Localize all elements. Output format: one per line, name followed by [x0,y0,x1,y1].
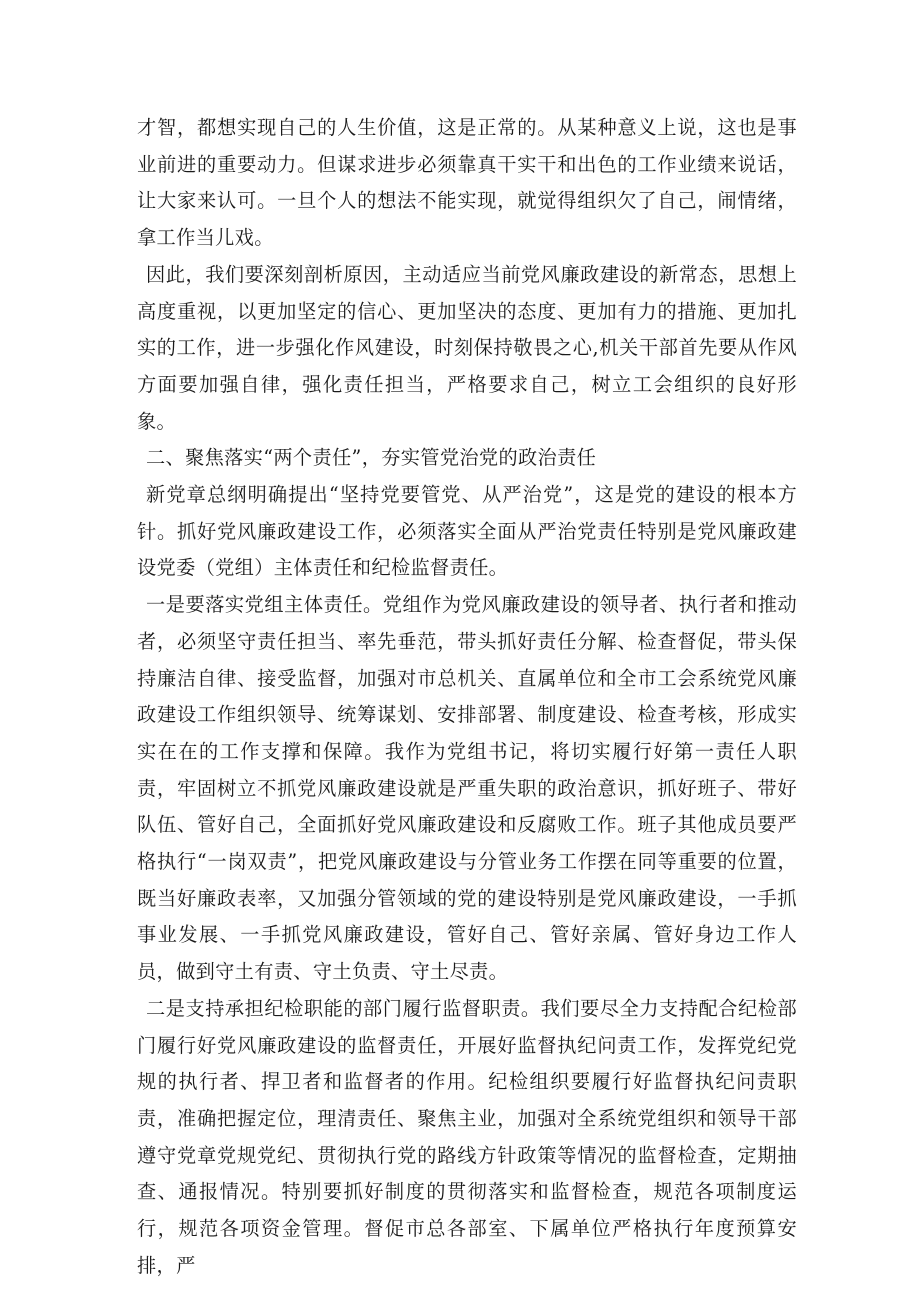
paragraph-analysis: 因此，我们要深刻剖析原因，主动适应当前党风廉政建设的新常态，思想上高度重视，以更加坚定的信心、更加坚决的态度、更加有力的措施、更加扎实的工作，进一步强化作风建设，时刻保持敬畏之心,机关干部首先要从作风方面要加强自律，强化责任担当，严格要求自己，树立工会组织的良好形象。 [137,262,797,433]
document-body [137,110,797,1285]
paragraph-main-responsibility: 一是要落实党组主体责任。党组作为党风廉政建设的领导者、执行者和推动者，必须坚守责任担当、率先垂范，带头抓好责任分解、检查督促，带头保持廉洁自律、接受监督，加强对市总机关、直属单位和全市工会系统党风廉政建设工作组织领导、统筹谋划、安排部署、制度建设、检查考核，形成实实在在的工作支撑和保障。我作为党组书记，将切实履行好第一责任人职责，牢固树立不抓党风廉政建设就是严重失职的政治意识，抓好班子、带好队伍、管好自己，全面抓好党风廉政建设和反腐败工作。班子其他成员要严格执行“一岗双责”，把党风廉政建设与分管业务工作摆在同等重要的位置，既当好廉政表率，又加强分管领域的党的建设特别是党风廉政建设，一手抓事业发展、一手抓党风廉政建设，管好自己、管好亲属、管好身边工作人员，做到守土有责、守土负责、守土尽责。 [137,593,797,984]
paragraph-continuation: 才智，都想实现自己的人生价值，这是正常的。从某种意义上说，这也是事业前进的重要动力。但谋求进步必须靠真干实干和出色的工作业绩来说话，让大家来认可。一旦个人的想法不能实现，就觉得组织欠了自己，闹情绪，拿工作当儿戏。 [137,116,797,250]
paragraph-party-constitution: 新党章总纲明确提出“坚持党要管党、从严治党”，这是党的建设的根本方针。抓好党风廉政建设工作，必须落实全面从严治党责任特别是党风廉政建设党委（党组）主体责任和纪检监督责任。 [137,483,797,580]
section-heading-two: 二、聚焦落实“两个责任”，夯实管党治党的政治责任 [146,446,597,470]
paragraph-supervision-responsibility: 二是支持承担纪检职能的部门履行监督职责。我们要尽全力支持配合纪检部门履行好党风廉政建设的监督责任，开展好监督执纪问责工作，发挥党纪党规的执行者、捍卫者和监督者的作用。纪检组织要履行好监督执纪问责职责，准确把握定位，理清责任、聚焦主业，加强对全系统党组织和领导干部遵守党章党规党纪、贯彻执行党的路线方针政策等情况的监督检查，定期抽查、通报情况。特别要抓好制度的贯彻落实和监督检查，规范各项制度运行，规范各项资金管理。督促市总各部室、下属单位严格执行年度预算安排，严 [137,996,797,1277]
